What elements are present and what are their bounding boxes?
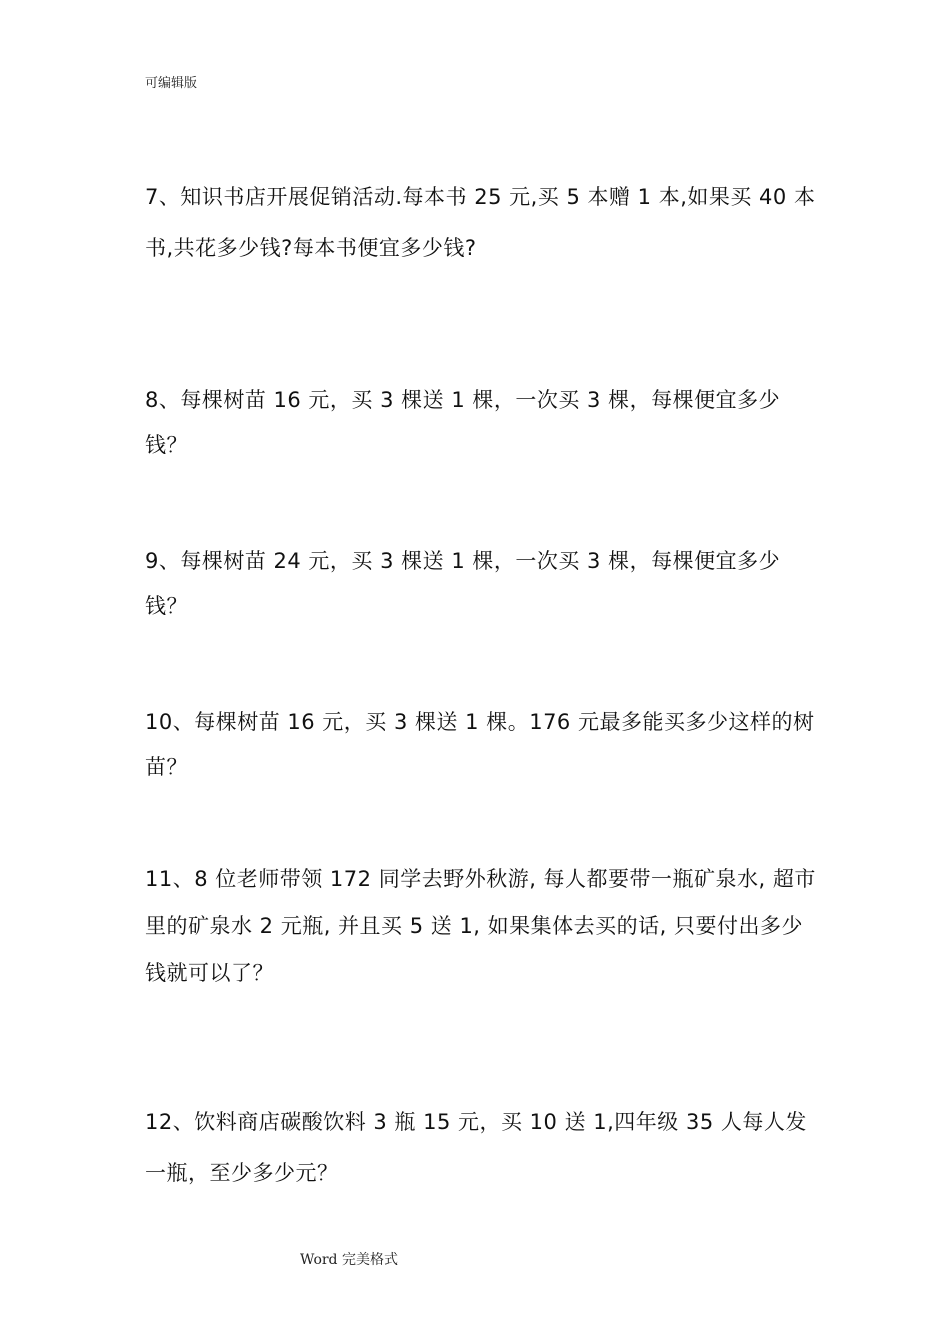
page-header: 可编辑版	[145, 76, 198, 91]
problem-11	[145, 862, 815, 1003]
problem-line: 苗？	[145, 755, 188, 779]
problem-line: 钱？	[145, 433, 188, 457]
problem-10	[145, 707, 815, 797]
problem-line: 一瓶，至少多少元？	[145, 1161, 339, 1185]
problem-line: 12、饮料商店碳酸饮料 3 瓶 15 元，买 10 送 1,四年级 35 人每人发	[145, 1110, 807, 1134]
problem-line: 钱就可以了？	[145, 961, 274, 985]
problem-line: 9、每棵树苗 24 元，买 3 棵送 1 棵，一次买 3 棵，每棵便宜多少	[145, 549, 781, 573]
problem-line: 7、知识书店开展促销活动.每本书 25 元,买 5 本赠 1 本,如果买 40 本	[145, 185, 816, 209]
problem-line: 里的矿泉水 2 元瓶, 并且买 5 送 1, 如果集体去买的话, 只要付出多少	[145, 914, 804, 938]
problem-line: 书,共花多少钱?每本书便宜多少钱?	[145, 236, 477, 260]
problem-line: 钱？	[145, 594, 188, 618]
problem-12	[145, 1105, 815, 1207]
problem-7	[145, 180, 815, 282]
page-footer: Word 完美格式	[300, 1252, 398, 1268]
problem-line: 8、每棵树苗 16 元，买 3 棵送 1 棵，一次买 3 棵，每棵便宜多少	[145, 388, 781, 412]
problem-line: 11、8 位老师带领 172 同学去野外秋游, 每人都要带一瓶矿泉水, 超市	[145, 867, 816, 891]
problem-8	[145, 385, 815, 475]
problem-line: 10、每棵树苗 16 元，买 3 棵送 1 棵。176 元最多能买多少这样的树	[145, 710, 815, 734]
problem-9	[145, 546, 815, 636]
